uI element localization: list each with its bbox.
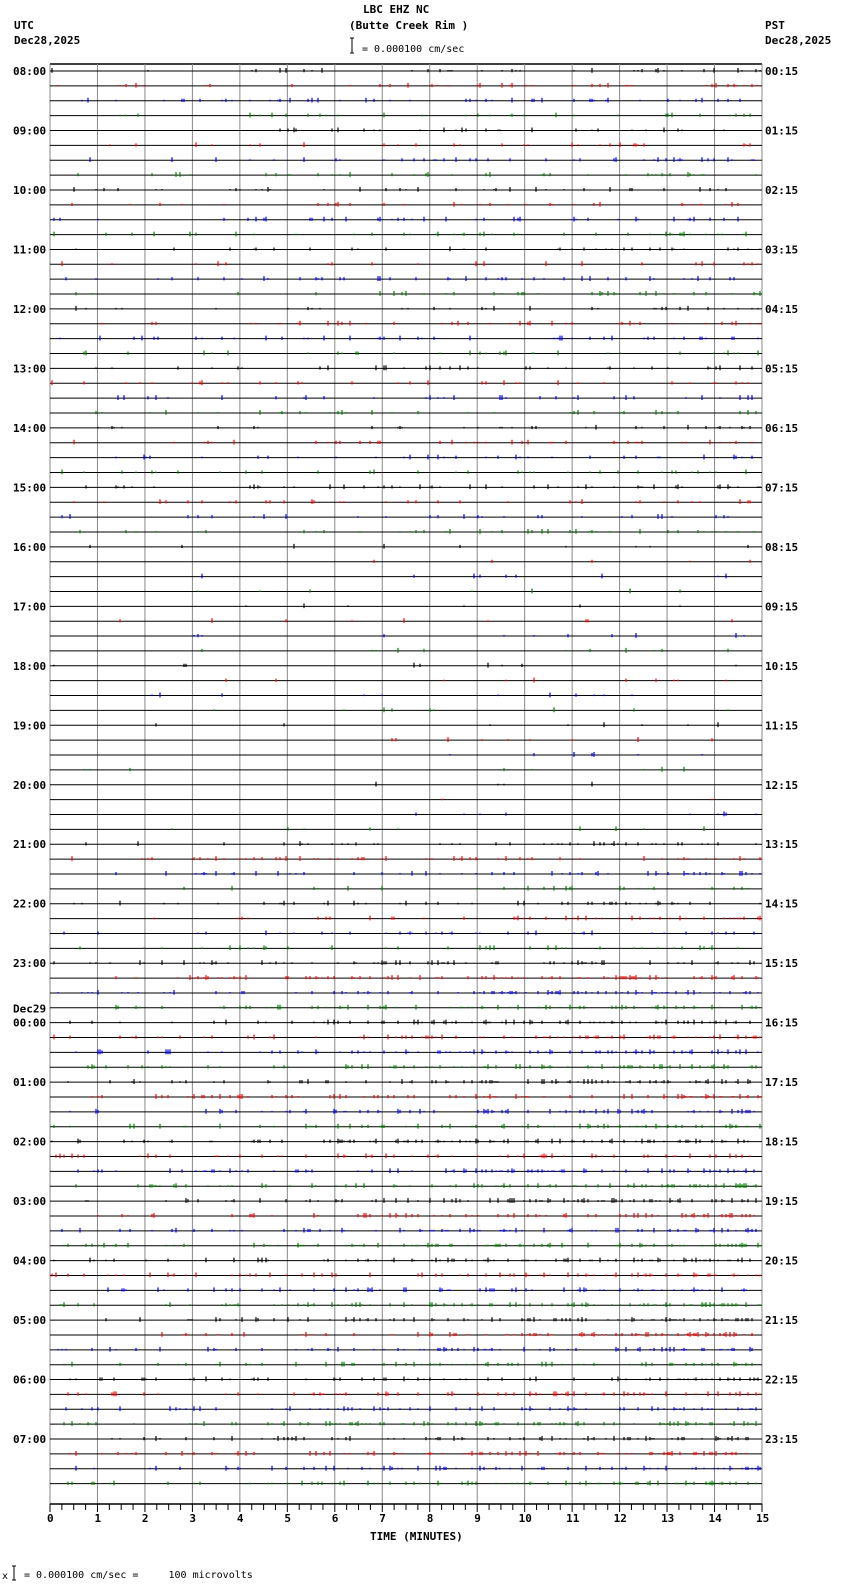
trace-signal <box>72 856 760 861</box>
trace-signal <box>172 826 704 831</box>
pst-hour-label: 15:15 <box>765 957 799 971</box>
trace-signal <box>90 157 754 162</box>
trace-signal <box>120 618 732 623</box>
x-tick-label: 15 <box>756 1512 770 1525</box>
trace-signal <box>96 365 752 370</box>
utc-hour-label: 14:00 <box>13 421 47 435</box>
utc-hour-label: 15:00 <box>13 481 47 495</box>
pst-hour-label: 07:15 <box>765 481 799 495</box>
footer-scale-icon <box>12 1566 16 1580</box>
trace-signal <box>74 440 752 445</box>
pst-hour-label: 12:15 <box>765 778 799 792</box>
utc-hour-label: 01:00 <box>13 1076 47 1090</box>
trace-signal <box>64 1362 752 1367</box>
utc-hour-label: 20:00 <box>13 778 47 792</box>
pst-hour-label: 19:15 <box>765 1195 799 1209</box>
trace-signal <box>54 232 746 237</box>
right-date: Dec28,2025 <box>765 34 832 47</box>
trace-signal <box>52 1139 748 1144</box>
trace-signal <box>84 351 758 356</box>
utc-hour-label: 13:00 <box>13 362 47 376</box>
x-tick-label: 1 <box>94 1512 102 1525</box>
trace-signal <box>376 782 592 787</box>
trace-signal <box>82 98 740 103</box>
utc-hour-label: 16:00 <box>13 540 47 554</box>
trace-signal <box>86 1198 756 1203</box>
scale-label: = 0.000100 cm/sec <box>362 44 465 55</box>
trace-signal <box>76 306 758 311</box>
utc-hour-label: 03:00 <box>13 1195 47 1209</box>
utc-hour-label: 07:00 <box>13 1433 47 1447</box>
trace-signal <box>66 1406 756 1411</box>
pst-hour-label: 02:15 <box>765 183 799 197</box>
utc-hour-label: 02:00 <box>13 1135 47 1149</box>
trace-signal <box>80 945 738 950</box>
trace-signal <box>152 693 632 698</box>
trace-signal <box>52 380 748 385</box>
trace-signal <box>52 1272 760 1277</box>
trace-signal <box>96 410 756 415</box>
trace-signal <box>60 1302 760 1307</box>
x-tick-label: 13 <box>661 1512 675 1525</box>
trace-signal <box>154 916 760 921</box>
trace-signal <box>62 469 746 474</box>
utc-hour-label: 05:00 <box>13 1314 47 1328</box>
trace-signal <box>68 1391 760 1396</box>
trace-signal <box>62 261 758 266</box>
x-tick-label: 4 <box>236 1512 244 1525</box>
pst-hour-label: 21:15 <box>765 1314 799 1328</box>
utc-hour-label: 19:00 <box>13 719 47 733</box>
pst-hour-label: 14:15 <box>765 897 799 911</box>
utc-hour-label: 11:00 <box>13 243 47 257</box>
utc-hour-label: 10:00 <box>13 183 47 197</box>
trace-signal <box>68 1481 756 1486</box>
date-change-label: Dec29 <box>13 1002 47 1016</box>
trace-signal <box>106 1317 752 1322</box>
trace-signal <box>64 930 754 935</box>
trace-signal <box>64 1421 756 1426</box>
utc-hour-label: 22:00 <box>13 897 47 911</box>
trace-signal <box>52 68 760 73</box>
utc-hour-label: 21:00 <box>13 838 47 852</box>
trace-signal <box>80 529 754 534</box>
pst-hour-label: 23:15 <box>765 1433 799 1447</box>
trace-signal <box>120 113 750 118</box>
trace-signal <box>72 202 738 207</box>
pst-hour-label: 06:15 <box>765 421 799 435</box>
trace-signal <box>58 1347 752 1352</box>
right-timezone: PST <box>765 19 785 32</box>
pst-hour-label: 05:15 <box>765 362 799 376</box>
trace-signal <box>108 1287 746 1292</box>
pst-hour-label: 17:15 <box>765 1076 799 1090</box>
utc-hour-label: 17:00 <box>13 600 47 614</box>
trace-signal <box>214 707 728 712</box>
pst-hour-label: 00:15 <box>765 65 799 78</box>
x-tick-label: 6 <box>331 1512 339 1525</box>
x-axis <box>47 1504 769 1525</box>
trace-signal <box>246 603 680 608</box>
trace-signal <box>74 901 760 906</box>
x-tick-label: 9 <box>474 1512 481 1525</box>
trace-signal <box>54 1124 760 1129</box>
trace-signal <box>70 1020 750 1025</box>
trace-signal <box>184 886 748 891</box>
trace-signal <box>74 187 726 192</box>
utc-hour-label: 04:00 <box>13 1254 47 1268</box>
left-timezone: UTC <box>14 19 34 32</box>
trace-signal <box>102 321 760 326</box>
trace-signal <box>76 1183 756 1188</box>
pst-hour-label: 09:15 <box>765 600 799 614</box>
trace-signal <box>76 246 760 251</box>
trace-signal <box>54 663 736 668</box>
pst-hour-label: 20:15 <box>765 1254 799 1268</box>
trace-signal <box>54 960 754 965</box>
trace-signal <box>116 455 752 460</box>
trace-signal <box>60 336 758 341</box>
trace-signal <box>54 1258 750 1263</box>
x-tick-label: 3 <box>189 1512 197 1525</box>
utc-hour-label: 12:00 <box>13 302 47 316</box>
utc-hour-label: 08:00 <box>13 65 47 78</box>
pst-hour-label: 11:15 <box>765 719 799 733</box>
trace-signal <box>76 1466 760 1471</box>
pst-hour-label: 10:15 <box>765 659 799 673</box>
trace-signal <box>76 1049 758 1054</box>
x-tick-label: 11 <box>566 1512 580 1525</box>
trace-signal <box>194 633 744 638</box>
trace-signal <box>280 127 724 132</box>
x-tick-label: 8 <box>426 1512 434 1525</box>
trace-signal <box>86 841 756 846</box>
trace-signal <box>202 648 728 653</box>
trace-signal <box>54 1035 760 1040</box>
utc-hour-label: 06:00 <box>13 1373 47 1387</box>
footer-mark: x <box>2 1571 9 1582</box>
trace-signal <box>62 514 728 519</box>
station-location: (Butte Creek Rim ) <box>349 19 469 32</box>
trace-signal <box>450 752 702 757</box>
trace-signal <box>202 574 726 579</box>
x-tick-label: 0 <box>47 1512 54 1525</box>
trace-signal <box>198 588 680 593</box>
utc-hour-label: 00:00 <box>13 1016 47 1030</box>
trace-signal <box>116 1005 756 1010</box>
x-tick-label: 5 <box>284 1512 291 1525</box>
footer-scale-note: = 0.000100 cm/sec = 100 microvolts <box>24 1570 253 1581</box>
trace-signal <box>70 1451 746 1456</box>
trace-signal <box>70 1377 758 1382</box>
trace-signal <box>54 217 738 222</box>
trace-signal <box>116 975 758 980</box>
trace-signal <box>90 544 748 549</box>
trace-signal <box>162 1332 752 1337</box>
trace-signal <box>78 1168 754 1173</box>
trace-signal <box>98 425 750 430</box>
station-title: LBC EHZ NC <box>363 3 430 16</box>
trace-signal <box>98 1213 754 1218</box>
trace-signal <box>88 1064 756 1069</box>
pst-hour-label: 16:15 <box>765 1016 799 1030</box>
trace-signal <box>58 83 758 88</box>
utc-hour-label: 23:00 <box>13 957 47 971</box>
traces <box>50 68 762 1485</box>
trace-signal <box>78 172 756 177</box>
pst-hour-label: 03:15 <box>765 243 799 257</box>
utc-hour-label: 18:00 <box>13 659 47 673</box>
pst-hour-label: 08:15 <box>765 540 799 554</box>
pst-hour-label: 22:15 <box>765 1373 799 1387</box>
trace-signal <box>226 678 726 683</box>
trace-signal <box>84 767 684 772</box>
x-axis-label: TIME (MINUTES) <box>370 1530 463 1543</box>
trace-signal <box>56 1154 750 1159</box>
pst-hour-label: 13:15 <box>765 838 799 852</box>
trace-signal <box>76 291 760 296</box>
trace-signal <box>86 484 760 489</box>
trace-signal <box>62 1228 756 1233</box>
x-tick-label: 10 <box>518 1512 532 1525</box>
utc-hour-label: 09:00 <box>13 124 47 138</box>
pst-hour-label: 18:15 <box>765 1135 799 1149</box>
trace-signal <box>118 395 752 400</box>
x-tick-label: 14 <box>708 1512 722 1525</box>
trace-signal <box>74 499 750 504</box>
x-tick-label: 2 <box>141 1512 149 1525</box>
trace-signal <box>392 737 712 742</box>
trace-signal <box>66 276 734 281</box>
pst-hour-label: 01:15 <box>765 124 799 138</box>
trace-signal <box>68 1079 750 1084</box>
trace-signal <box>116 871 760 876</box>
trace-signal <box>64 1243 760 1248</box>
x-tick-label: 12 <box>613 1512 627 1525</box>
x-tick-label: 7 <box>379 1512 386 1525</box>
trace-signal <box>70 1109 754 1114</box>
trace-signal <box>58 990 758 995</box>
trace-signal <box>416 812 756 817</box>
pst-hour-label: 04:15 <box>765 302 799 316</box>
scale-bar-icon <box>350 38 354 53</box>
left-date: Dec28,2025 <box>14 34 81 47</box>
